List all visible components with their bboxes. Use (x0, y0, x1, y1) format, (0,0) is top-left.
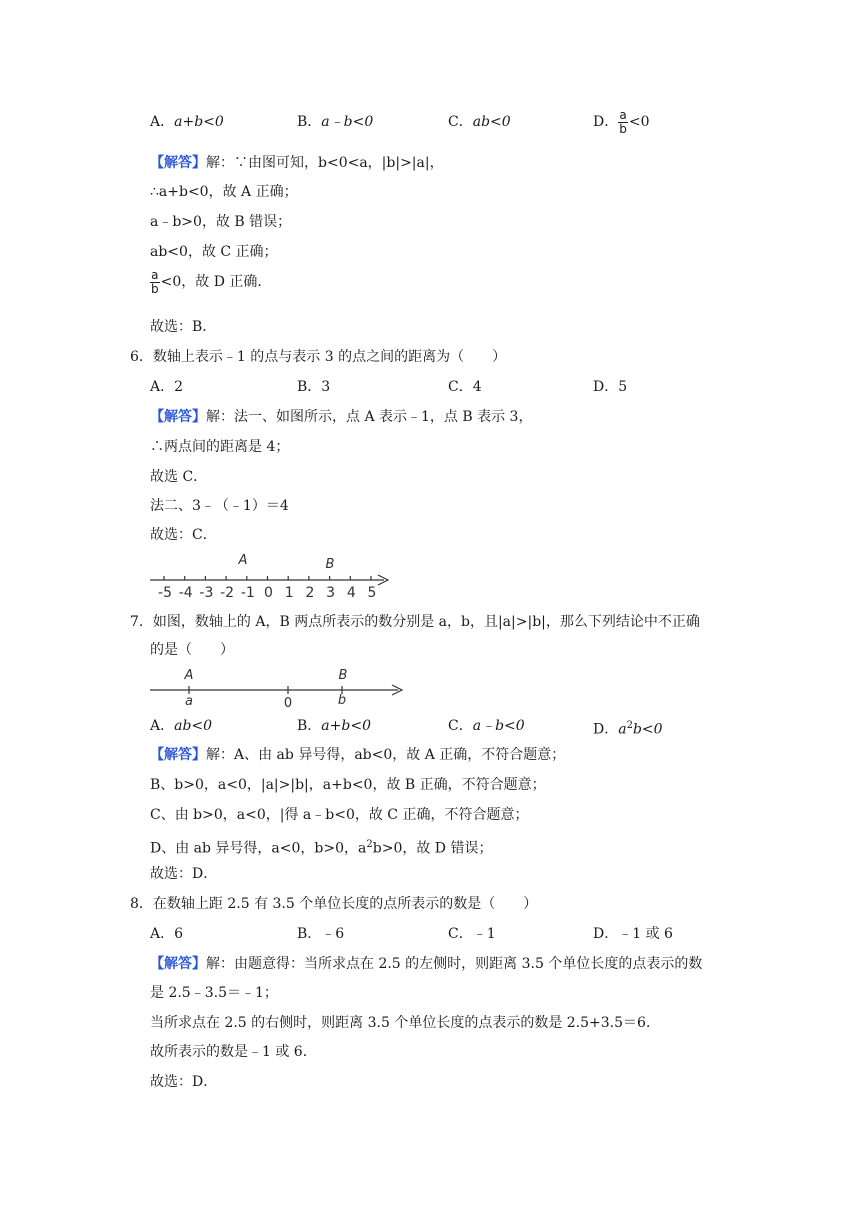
fraction: $\frac{a}{b}$ (619, 107, 627, 136)
var-b-label: b (337, 693, 347, 708)
tick-label: 4 (346, 585, 356, 601)
q8-answer-line: 故所表示的数是﹣1 或 6． (150, 1044, 317, 1060)
q7-option-b: B．a+b<0 (297, 718, 371, 734)
q7-option-d: D．$a^2b<0$ (593, 720, 663, 738)
q6-answer-line: 故选：C． (150, 527, 217, 543)
q6-answer-line: 法二、3﹣（﹣1）＝4 (150, 498, 289, 514)
point-b-label: B (338, 668, 348, 683)
tick-label: 0 (264, 585, 273, 601)
q7-option-a: A．ab<0 (150, 718, 213, 734)
q8-answer-line: 【解答】解：由题意得：当所求点在 2.5 的左侧时，则距离 3.5 个单位长度的点表示的数 (150, 956, 703, 972)
q5-option-a: A．a+b<0 (150, 114, 224, 130)
q5-option-c: C．ab<0 (448, 114, 511, 130)
q7-number-line (140, 662, 410, 708)
tick-label: 5 (367, 585, 377, 601)
point-a-label: A (238, 553, 248, 568)
q6-answer-line: 【解答】解：法一、如图所示，点 A 表示﹣1，点 B 表示 3， (150, 409, 533, 425)
q6-option-d: D．5 (593, 379, 628, 395)
q8-answer-line: 故选：D． (150, 1074, 218, 1090)
tick-label: -5 (158, 585, 172, 601)
q5-answer-choice: 故选：B． (150, 319, 217, 335)
q7-answer-line: 【解答】解：A、由 ab 异号得，ab<0，故 A 正确，不符合题意； (150, 747, 566, 763)
tick-label: 3 (326, 585, 336, 601)
q8-option-c: C．﹣1 (448, 926, 496, 942)
q7-answer-line: C、由 b>0，a<0，|得 a﹣b<0，故 C 正确，不符合题意； (150, 807, 529, 823)
tick-label: 2 (305, 585, 315, 601)
q6-number-line (140, 550, 400, 602)
answer-tag: 【解答】 (150, 409, 206, 425)
tick-label: 1 (284, 585, 294, 601)
q7-option-c: C．a﹣b<0 (448, 718, 525, 734)
tick-label: -4 (178, 585, 193, 601)
q6-answer-line: 故选 C． (150, 469, 208, 485)
q8-stem: 8．在数轴上距 2.5 有 3.5 个单位长度的点所表示的数是（ ） (130, 896, 538, 912)
q8-option-b: B．﹣6 (297, 926, 345, 942)
q5-answer-line: ∴a+b<0，故 A 正确； (150, 184, 298, 200)
point-b-label: B (325, 557, 335, 572)
point-a-label: A (184, 668, 194, 683)
q5-option-d: D． $\frac{a}{b}$ <0 (593, 107, 650, 136)
q5-option-b: B．a﹣b<0 (297, 114, 374, 130)
answer-tag: 【解答】 (150, 956, 206, 972)
var-a-label: a (185, 694, 193, 708)
q8-answer-line: 是 2.5﹣3.5＝﹣1； (150, 985, 278, 1001)
q7-answer-line: B、b>0，a<0，|a|>|b|，a+b<0，故 B 正确，不符合题意； (150, 777, 546, 793)
q5-answer-fraction-line: $\frac{a}{b}$ <0，故 D 正确． (151, 267, 272, 296)
q6-option-c: C．4 (448, 379, 482, 395)
answer-tag: 【解答】 (150, 747, 206, 763)
answer-tag: 【解答】 (150, 155, 206, 171)
q6-option-a: A．2 (150, 379, 184, 395)
q5-answer-line: ab<0，故 C 正确； (150, 244, 278, 260)
fraction: $\frac{a}{b}$ (151, 267, 159, 296)
zero-label: 0 (283, 696, 293, 708)
tick-label: -1 (240, 585, 255, 601)
q7-answer-line: 故选：D． (150, 866, 218, 882)
q6-option-b: B．3 (297, 379, 331, 395)
q8-answer-line: 当所求点在 2.5 的右侧时，则距离 3.5 个单位长度的点表示的数是 2.5+3.5＝6． (150, 1015, 660, 1031)
q8-option-a: A．6 (150, 926, 184, 942)
q5-answer-line: a﹣b>0，故 B 错误； (150, 214, 292, 230)
tick-label: -2 (220, 585, 235, 601)
q7-stem-cont: 的是（ ） (150, 642, 234, 658)
q6-answer-line: ∴两点间的距离是 4； (150, 439, 290, 455)
tick-label: -3 (199, 585, 214, 601)
q7-stem: 7．如图，数轴上的 A，B 两点所表示的数分别是 a，b，且|a|>|b|，那么下列结论中不正确 (130, 614, 700, 630)
q7-answer-line: D、由 ab 异号得，a<0，b>0，$a^2b>0$，故 D 错误； (150, 839, 493, 857)
q8-option-d: D．﹣1 或 6 (593, 926, 673, 942)
q6-stem: 6．数轴上表示﹣1 的点与表示 3 的点之间的距离为（ ） (130, 349, 507, 365)
q5-answer-line: 【解答】解：∵由图可知，b<0<a，|b|>|a|， (150, 155, 444, 171)
